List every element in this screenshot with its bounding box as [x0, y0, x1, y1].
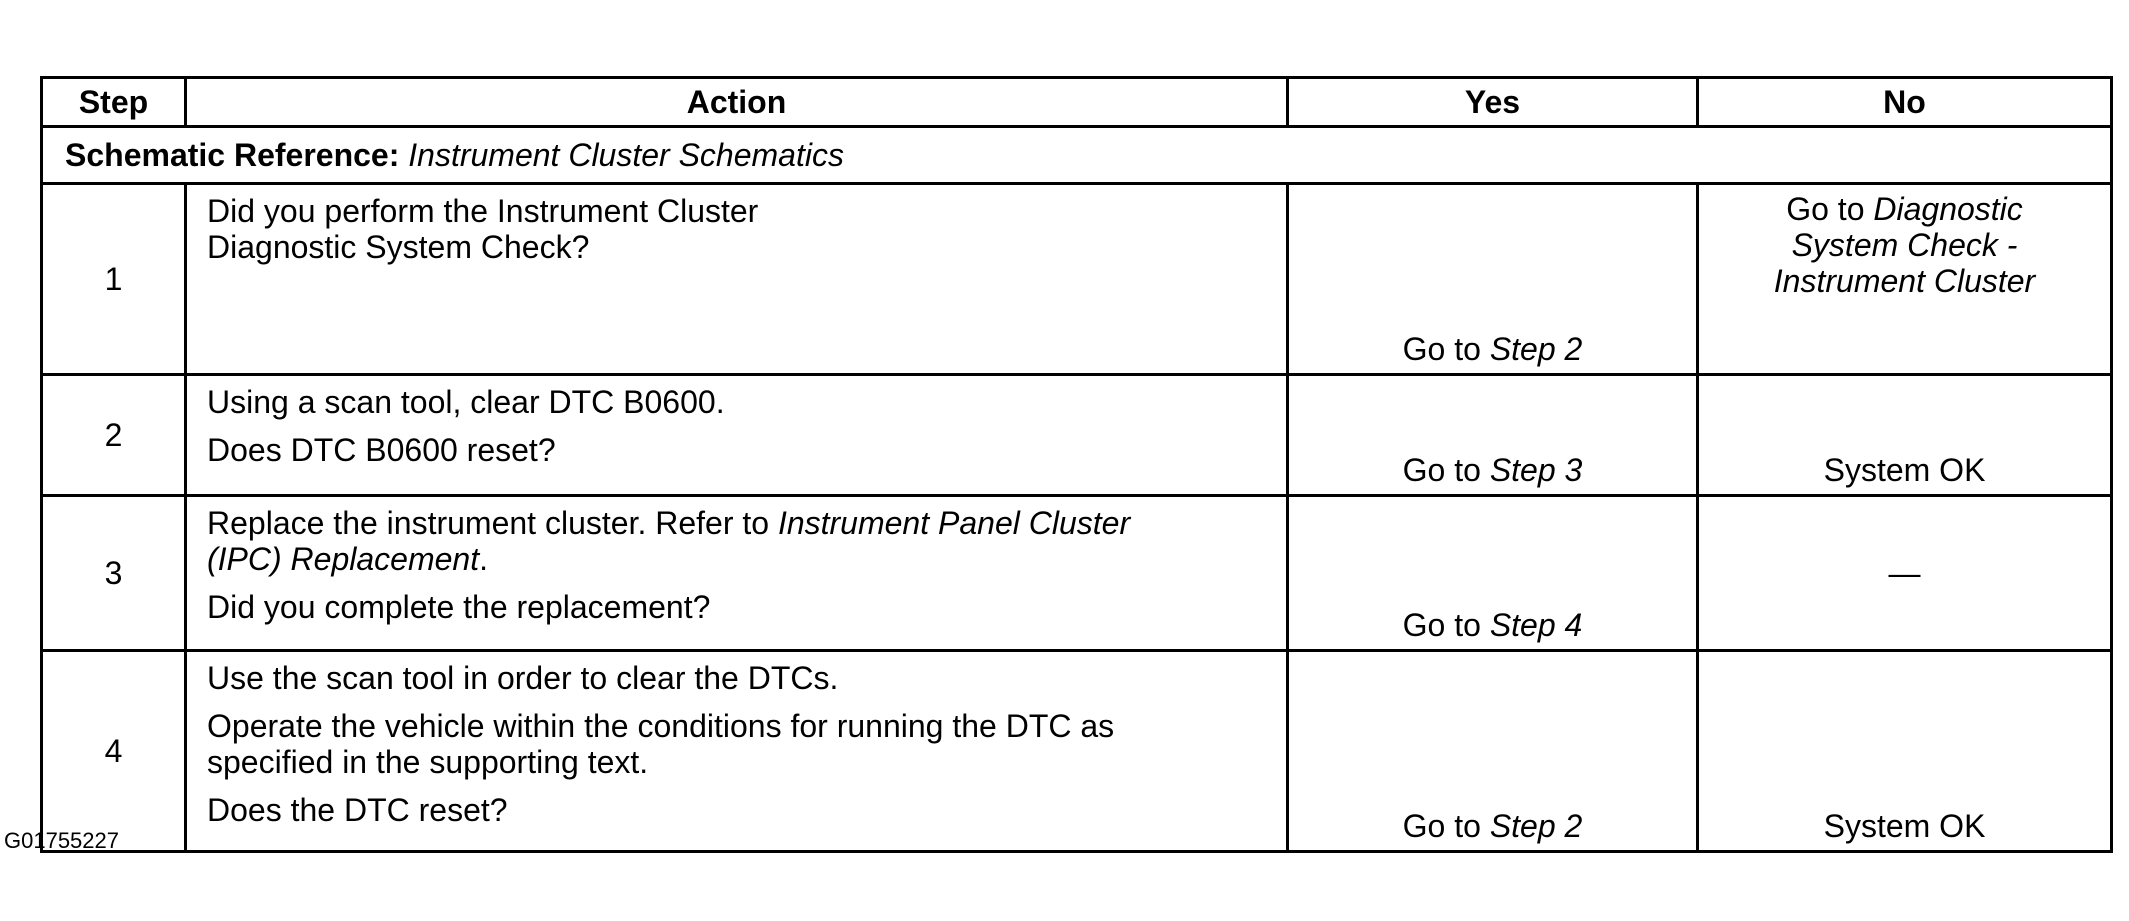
figure-id: G01755227 — [4, 828, 119, 853]
no-cell: System OK — [1698, 375, 2112, 496]
no-cell: System OK — [1698, 651, 2112, 852]
yes-step-link[interactable]: Step 3 — [1489, 452, 1583, 488]
action-text: Use the scan tool in order to clear the DTCs. — [207, 660, 839, 696]
diagnostic-table — [40, 76, 2113, 853]
no-cell — [1698, 184, 2112, 375]
header-no: No — [1698, 78, 2112, 127]
header-action: Action — [186, 78, 1288, 127]
yes-cell — [1288, 496, 1698, 651]
header-step: Step — [42, 78, 186, 127]
action-question: Did you complete the replacement? — [207, 589, 711, 625]
table-row — [42, 651, 2112, 852]
schematic-reference — [42, 127, 2112, 184]
action-prefix: Replace the instrument cluster. Refer to — [207, 505, 778, 541]
header-row — [42, 78, 2112, 127]
yes-prefix: Go to — [1402, 607, 1490, 643]
action-cell — [186, 651, 1288, 852]
schematic-reference-label: Schematic Reference: — [65, 137, 400, 173]
step-number: 4 — [42, 651, 186, 852]
action-suffix: . — [479, 541, 488, 577]
action-text: Operate the vehicle within the conditions for running the DTC as specified in the supporting text. — [207, 708, 1115, 780]
schematic-reference-link[interactable]: Instrument Cluster Schematics — [408, 137, 844, 173]
table-row — [42, 496, 2112, 651]
step-number: 2 — [42, 375, 186, 496]
schematic-reference-row — [42, 127, 2112, 184]
no-cell: — — [1698, 496, 2112, 651]
action-cell — [186, 184, 1288, 375]
table-row — [42, 184, 2112, 375]
action-cell — [186, 375, 1288, 496]
table-row — [42, 375, 2112, 496]
no-prefix: Go to — [1786, 191, 1874, 227]
no-link[interactable]: Diagnostic System Check - Instrument Cluster — [1773, 191, 2036, 299]
yes-step-link[interactable]: Step 2 — [1489, 808, 1583, 844]
action-link[interactable]: Instrument Panel Cluster (IPC) Replacement — [207, 505, 1131, 577]
action-question: Does DTC B0600 reset? — [207, 432, 556, 468]
step-number: 1 — [42, 184, 186, 375]
action-cell — [186, 496, 1288, 651]
yes-prefix: Go to — [1402, 331, 1490, 367]
yes-prefix: Go to — [1402, 452, 1490, 488]
action-text: Did you perform the Instrument Cluster Diagnostic System Check? — [207, 193, 759, 265]
yes-cell — [1288, 184, 1698, 375]
yes-cell — [1288, 651, 1698, 852]
action-question: Does the DTC reset? — [207, 792, 508, 828]
action-text — [207, 505, 1167, 577]
yes-prefix: Go to — [1402, 808, 1490, 844]
step-number: 3 — [42, 496, 186, 651]
yes-step-link[interactable]: Step 2 — [1489, 331, 1583, 367]
action-text: Using a scan tool, clear DTC B0600. — [207, 384, 725, 420]
yes-cell — [1288, 375, 1698, 496]
yes-step-link[interactable]: Step 4 — [1489, 607, 1583, 643]
header-yes: Yes — [1288, 78, 1698, 127]
